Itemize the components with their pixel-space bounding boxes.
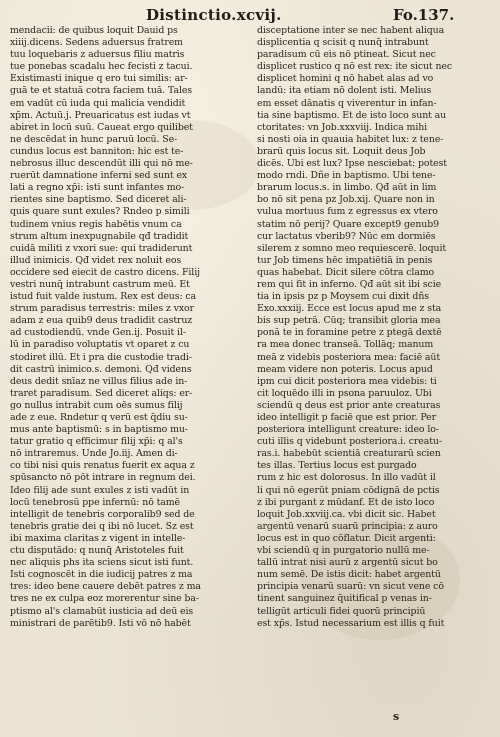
text-line: guā te et statuā cotra faciem tuā. Tales: [10, 85, 193, 97]
text-line: tres: ideo bene cauere debēt patres z ma: [10, 581, 201, 593]
text-line: ideo intelligit p faciē que est prior. Per: [257, 412, 437, 423]
text-line: nebrosus illuc descendūt illi qui nō me-: [10, 158, 193, 170]
text-line: displicet homini q nō habet alas ad vo: [257, 73, 434, 85]
text-line: ptismo al's clamabūt iusticia ad deū eis: [10, 605, 194, 617]
text-line: locū tenebrosū ppe infernū: nō tamē: [10, 496, 181, 508]
text-line: cur lactatus vberib9? Nūc em dormiēs: [257, 230, 436, 242]
text-line: ade z eue. Rndetur q verū est q̄diu su-: [10, 412, 188, 423]
text-line: vulua mortuus fum z egressus ex vtero: [257, 206, 438, 218]
text-line: Existimasti inique q ero tui similis: ar-: [10, 73, 188, 85]
text-line: nō intraremus. Unde Jo.iij. Amen di-: [10, 448, 178, 460]
text-line: ctoritates: vn Job.xxxviij. Indica mihi: [257, 121, 428, 133]
text-line: ipm cui dicit posteriora mea videbis: ti: [257, 375, 437, 387]
text-line: lū in paradiso voluptatis vt oparet z cu: [10, 339, 190, 351]
text-line: Ideo filij ade sunt exules z isti vadūt in: [10, 484, 190, 496]
text-line: cuti illis q videbunt posteriora.i. creatu-: [257, 436, 442, 448]
text-line: displicentia q scisit q nunq̄ intrabunt: [257, 37, 429, 49]
text-line: disceptatione inter se nec habent aliqua: [257, 25, 445, 36]
text-line: stodiret illū. Et i pra die custodie tradi-: [10, 351, 192, 363]
text-line: argentū venarū suarū principia: z auro: [257, 520, 438, 532]
text-line: loquit Job.xxviij.ca. vbi dicit sic. Habet: [257, 508, 436, 520]
text-line: traret paradisum. Sed diceret aliqs: er-: [10, 387, 193, 399]
text-line: paradisum cū eis nō ptineat. Sicut nec: [257, 49, 436, 61]
text-line: ad custodiendū. vnde Gen.ij. Posuit il-: [10, 327, 186, 339]
text-line: cuidā militi z vxori sue: qui tradiderunt: [10, 242, 193, 254]
text-line: cundus locus est banniton: hic est te-: [10, 145, 184, 157]
text-line: xiiij.dicens. Sedens aduersus fratrem: [10, 37, 183, 49]
text-line: co tibi nisi quis renatus fuerit ex aqua z: [10, 460, 195, 472]
text-line: tuu loquebaris z aduersus filiu matris: [10, 49, 185, 61]
folio-number: Fo.137.: [393, 6, 455, 24]
text-line: bis sup petrā. Cūq; transibit gloria mea: [257, 315, 441, 327]
text-line: principia venarū suarū: vn sicut vene cō: [257, 581, 444, 593]
text-line: telligūt articuli fidei quorū principiū: [257, 605, 426, 617]
text-line: li qui nō egerūt pniam cōdignā de pctis: [257, 484, 440, 496]
text-line: posteriora intelligunt creature: ideo lo-: [257, 424, 439, 436]
text-line: locus est in quo cōflatur. Dicit argenti:: [257, 532, 436, 544]
text-line: displicet rustico q nō est rex: ite sicut nec: [257, 61, 453, 73]
text-line: quis quare sunt exules? Rndeo p simili: [10, 206, 190, 218]
text-line: ministrari de parētib9. Isti vō nō habēt: [10, 617, 191, 629]
text-line: Isti cognoscēt in die iudicij patres z ma: [10, 569, 193, 581]
text-line: lati a regno xp̄i: isti sunt infantes mo-: [10, 182, 185, 194]
text-line: strum altum inexpugnabile qđ tradidit: [10, 230, 189, 242]
text-line: Exo.xxxiij. Ecce est locus apud me z sta: [257, 303, 442, 315]
text-line: go nullus intrabit cum oēs sumus filij: [10, 399, 183, 411]
right-text-column: [257, 25, 479, 705]
text-line: xp̄m. Actuū.j. Preuaricatus est iudas vt: [10, 109, 191, 121]
text-line: mendacii: de quibus loquit Dauid ps: [10, 25, 178, 36]
text-line: istud fuit valde iustum. Rex est deus: ca: [10, 291, 197, 303]
left-text-column: [10, 25, 228, 705]
text-line: statim nō perij? Quare except9 genub9: [257, 218, 439, 230]
text-line: occidere sed eiecit de castro dicens. Filij: [10, 266, 200, 278]
text-line: est xp̄s. Istud necessarium est illis q fuit: [257, 617, 445, 629]
text-line: meam videre non poteris. Locus apud: [257, 363, 433, 375]
text-line: tres ne ex culpa eoz morerentur sine ba-: [10, 593, 199, 605]
text-line: vestri nunq̄ intrabunt castrum meū. Et: [10, 278, 190, 290]
text-line: brarū quis locus sit. Loquit deus Job: [257, 145, 426, 157]
text-line: meā z videbis posteriora mea: faciē aūt: [257, 351, 441, 363]
text-line: dit castrū inimico.s. demoni. Qđ videns: [10, 363, 192, 375]
text-line: nec aliquis phs ita sciens sicut isti funt.: [10, 557, 194, 569]
text-line: z ibi purgant z mūdanf. Et de isto loco: [257, 496, 435, 508]
text-line: brarum locus.s. in limbo. Qđ aūt in lim: [257, 182, 437, 194]
text-line: tia in ipsis pz p Moysem cui dixit dñs: [257, 291, 429, 303]
text-line: intelligit de tenebris corporalib9 sed de: [10, 508, 195, 520]
text-line: tinent sanguinez q̄uitifical p venas in-: [257, 593, 432, 605]
text-line: tur Job timens hēc impatiētiā in penis: [257, 254, 433, 266]
text-line: ra mea donec transeā. Tollāq; manum: [257, 339, 434, 351]
text-line: ponā te in foramine petre z ptegā dextē: [257, 327, 442, 339]
text-line: ras.i. habebūt scientiā creaturarū scien: [257, 448, 441, 460]
text-line: ne descēdat in hunc paruū locū. Se-: [10, 133, 178, 145]
signature-mark: s: [393, 710, 400, 723]
text-line: tes illas. Tertius locus est purgado: [257, 460, 417, 472]
text-line: landū: ita etiam nō dolent isti. Melius: [257, 85, 432, 97]
text-line: dicēs. Ubi est lux? Ipse nesciebat: potest: [257, 158, 447, 170]
text-line: ruerūt damnatione inferni sed sunt ex: [10, 170, 188, 182]
text-line: abiret in locū suū. Caueat ergo quilibet: [10, 121, 193, 133]
text-line: vbi sciendū q in purgatorio nullū me-: [257, 545, 430, 557]
text-line: deus dedit snīaz ne villus filius ade in-: [10, 375, 188, 387]
text-line: tallū intrat nisi aurū z argentū sicut bo: [257, 557, 438, 569]
text-line: em esset dānatis q viverentur in infan-: [257, 97, 437, 109]
text-line: spūsancto nō pōt intrare in regnum dei.: [10, 472, 196, 484]
text-line: rum z hic est dolorosus. In illo vadūt il: [257, 472, 436, 484]
text-line: sciendū q deus est prior ante creaturas: [257, 399, 441, 411]
text-line: rem qui fit in inferno. Qđ aūt sit ibi scie: [257, 278, 442, 290]
text-line: tudinem vnius regis habētis vnum ca: [10, 218, 182, 230]
text-line: mus ante baptismū: s in baptismo mu-: [10, 424, 188, 436]
text-line: modo rndi. Dñe in baptismo. Ubi tene-: [257, 170, 436, 182]
text-line: quas habebat. Dicit silere cōtra clamo: [257, 266, 435, 278]
text-line: tue ponebas scadalu hec fecisti z tacui.: [10, 61, 193, 73]
text-line: cit loquēdo illi in psona paruuloz. Ubi: [257, 387, 432, 399]
running-head: Distinctio.xcvij.: [146, 6, 282, 24]
text-line: ctu disputādo: q nunq̄ Aristoteles fuit: [10, 545, 184, 557]
text-line: adam z eua quib9 deus tradidit castruz: [10, 315, 193, 327]
text-line: tatur gratio q efficimur filij xp̄i: q al's: [10, 436, 183, 448]
text-line: silerem z somno meo requiescerē. loquit: [257, 242, 447, 254]
text-line: em vadūt cū iuda qui malicia vendidit: [10, 97, 186, 109]
text-line: num semē. De istis dicit: habet argentū: [257, 569, 441, 581]
text-line: strum paradisus terrestris: miles z vxor: [10, 303, 194, 315]
text-line: ibi maxima claritas z vigent in intelle-: [10, 532, 186, 544]
text-line: tenebris gratie dei q ibi nō lucet. Sz est: [10, 520, 194, 532]
text-line: rientes sine baptismo. Sed diceret ali-: [10, 194, 187, 206]
text-line: bo nō sit pena pz Job.xij. Quare non in: [257, 194, 435, 206]
text-line: illud inimicis. Qđ videt rex noluit eos: [10, 254, 182, 266]
text-line: tia sine baptismo. Et de isto loco sunt au: [257, 109, 447, 121]
text-line: si nosti oia in quauia habitet lux: z tene-: [257, 133, 444, 145]
page-header: [0, 4, 500, 24]
